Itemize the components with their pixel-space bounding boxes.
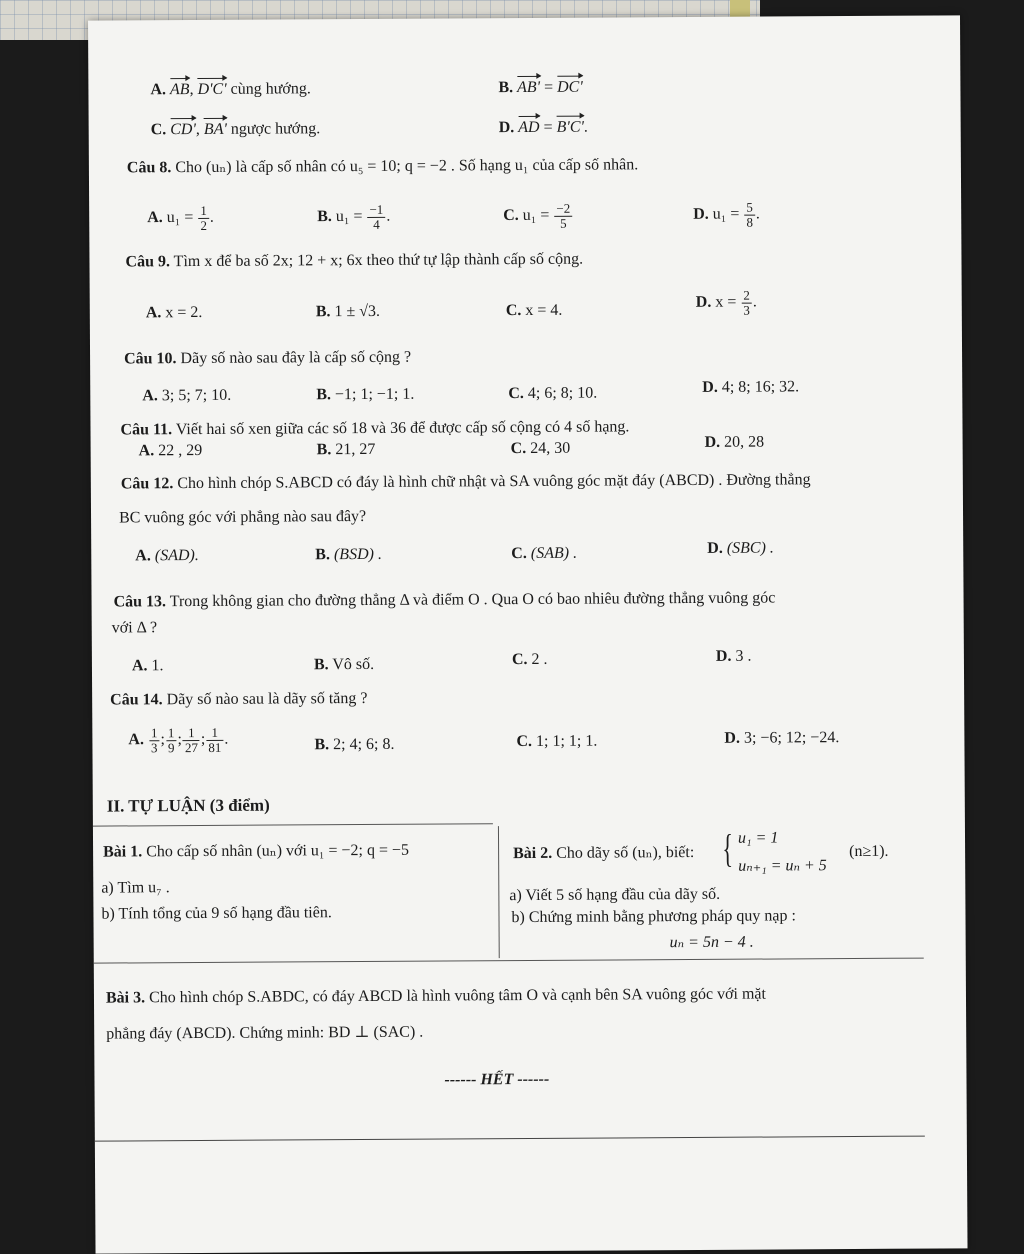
bai2-part-a: a) Viết 5 số hạng đầu của dãy số.	[509, 885, 721, 905]
q11-option-a: A. 22 , 29	[138, 441, 203, 460]
bai2-system-line1: u₁ = 1	[737, 829, 779, 847]
bai2-condition: (n≥1).	[849, 842, 889, 861]
q12-option-c: C. (SAB) .	[511, 544, 578, 563]
bai1-part-a: a) Tìm u₇ .	[101, 879, 170, 897]
q7-option-b: B. AB' = DC'	[498, 78, 583, 97]
q8-stem: Câu 8. Cho (uₙ) là cấp số nhân có u₅ = 10; q = −2 . Số hạng u₁ của cấp số nhân.	[126, 156, 639, 177]
bai2-system-line2: uₙ₊₁ = uₙ + 5	[738, 857, 827, 875]
q14-stem: Câu 14. Dãy số nào sau là dãy số tăng ?	[110, 689, 368, 709]
bai1-stem: Bài 1. Cho cấp số nhân (uₙ) với u₁ = −2; q = −5	[103, 841, 410, 861]
bai3-stem-line2: phẳng đáy (ABCD). Chứng minh: BD ⊥ (SAC) .	[106, 1023, 424, 1043]
q12-option-a: A. (SAD).	[135, 546, 199, 565]
q8-option-b: B. u₁ = $\frac{-1}{4}$ .	[317, 201, 391, 232]
q11-option-b: B. 21, 27	[316, 440, 376, 459]
table-bottom-rule	[94, 958, 924, 964]
q9-option-d: D. x = $\frac{2}{3}$ .	[695, 287, 757, 318]
q10-stem: Câu 10. Dãy số nào sau đây là cấp số cộng ?	[124, 348, 412, 368]
q9-option-b: B. 1 ± √3.	[315, 302, 381, 321]
q14-option-d: D. 3; −6; 12; −24.	[724, 729, 840, 747]
q10-option-a: A. 3; 5; 7; 10.	[142, 386, 232, 405]
end-marker: ------ HẾT ------	[444, 1070, 550, 1089]
q9-stem: Câu 9. Tìm x để ba số 2x; 12 + x; 6x theo thứ tự lập thành cấp số cộng.	[125, 250, 584, 271]
q12-stem-line1: Câu 12. Cho hình chóp S.ABCD có đáy là hình chữ nhật và SA vuông góc mặt đáy (ABCD) . Đường thẳng	[120, 471, 811, 493]
exam-page	[88, 15, 968, 1253]
essay-heading: II. TỰ LUẬN (3 điểm)	[106, 795, 270, 816]
bai3-stem-line1: Bài 3. Cho hình chóp S.ABDC, có đáy ABCD là hình vuông tâm O và cạnh bên SA vuông góc với mặt	[105, 985, 767, 1007]
q8-option-a: A. u₁ = $\frac{1}{2}$ .	[147, 202, 214, 233]
bai2-part-b: b) Chứng minh bằng phương pháp quy nạp :	[511, 907, 796, 927]
q10-option-c: C. 4; 6; 8; 10.	[508, 384, 598, 403]
table-top-rule	[93, 823, 493, 826]
q9-option-a: A. x = 2.	[145, 303, 203, 322]
q14-option-c: C. 1; 1; 1; 1.	[516, 732, 598, 751]
q11-option-d: D. 20, 28	[704, 433, 765, 451]
q7-option-d: D. AD = B'C'.	[498, 118, 588, 137]
q13-stem-line2: với Δ ?	[111, 619, 158, 637]
q13-option-c: C. 2 .	[511, 650, 548, 669]
bai2-formula: uₙ = 5n − 4 .	[669, 933, 754, 952]
q9-option-c: C. x = 4.	[505, 301, 563, 320]
system-brace: {	[722, 825, 734, 871]
table-column-divider	[498, 826, 500, 958]
q10-option-d: D. 4; 8; 16; 32.	[702, 378, 800, 396]
q8-option-d: D. u₁ = $\frac{5}{8}$ .	[693, 199, 760, 230]
q10-option-b: B. −1; 1; −1; 1.	[316, 385, 415, 404]
q12-option-d: D. (SBC) .	[707, 539, 774, 557]
bai1-part-b: b) Tính tổng của 9 số hạng đầu tiên.	[101, 904, 332, 923]
q14-option-a: A. $\frac{1}{3}$ ; $\frac{1}{9}$ ; $\frac{1}{27}$ ; $\frac{1}{81}$ .	[128, 724, 229, 755]
q12-stem-line2: BC vuông góc với phẳng nào sau đây?	[118, 507, 367, 527]
q12-option-b: B. (BSD) .	[315, 545, 382, 564]
q11-stem: Câu 11. Viết hai số xen giữa các số 18 và 36 để được cấp số cộng có 4 số hạng.	[120, 418, 630, 439]
q13-stem-line1: Câu 13. Trong không gian cho đường thẳng Δ và điểm O . Qua O có bao nhiêu đường thẳng vuông góc	[113, 589, 776, 611]
bai2-stem: Bài 2. Cho dãy số (uₙ), biết:	[513, 843, 695, 863]
q7-option-c: C. CD', BA' ngược hướng.	[150, 120, 321, 139]
q11-option-c: C. 24, 30	[510, 439, 571, 458]
q13-option-b: B. Vô số.	[313, 655, 375, 674]
q14-option-b: B. 2; 4; 6; 8.	[314, 735, 395, 754]
footer-rule	[95, 1136, 925, 1142]
q8-option-c: C. u₁ = $\frac{-2}{5}$	[503, 202, 573, 231]
q7-option-a: A. AB, D'C' cùng hướng.	[150, 80, 311, 99]
q13-option-a: A. 1.	[131, 657, 164, 675]
q13-option-d: D. 3 .	[715, 647, 752, 665]
